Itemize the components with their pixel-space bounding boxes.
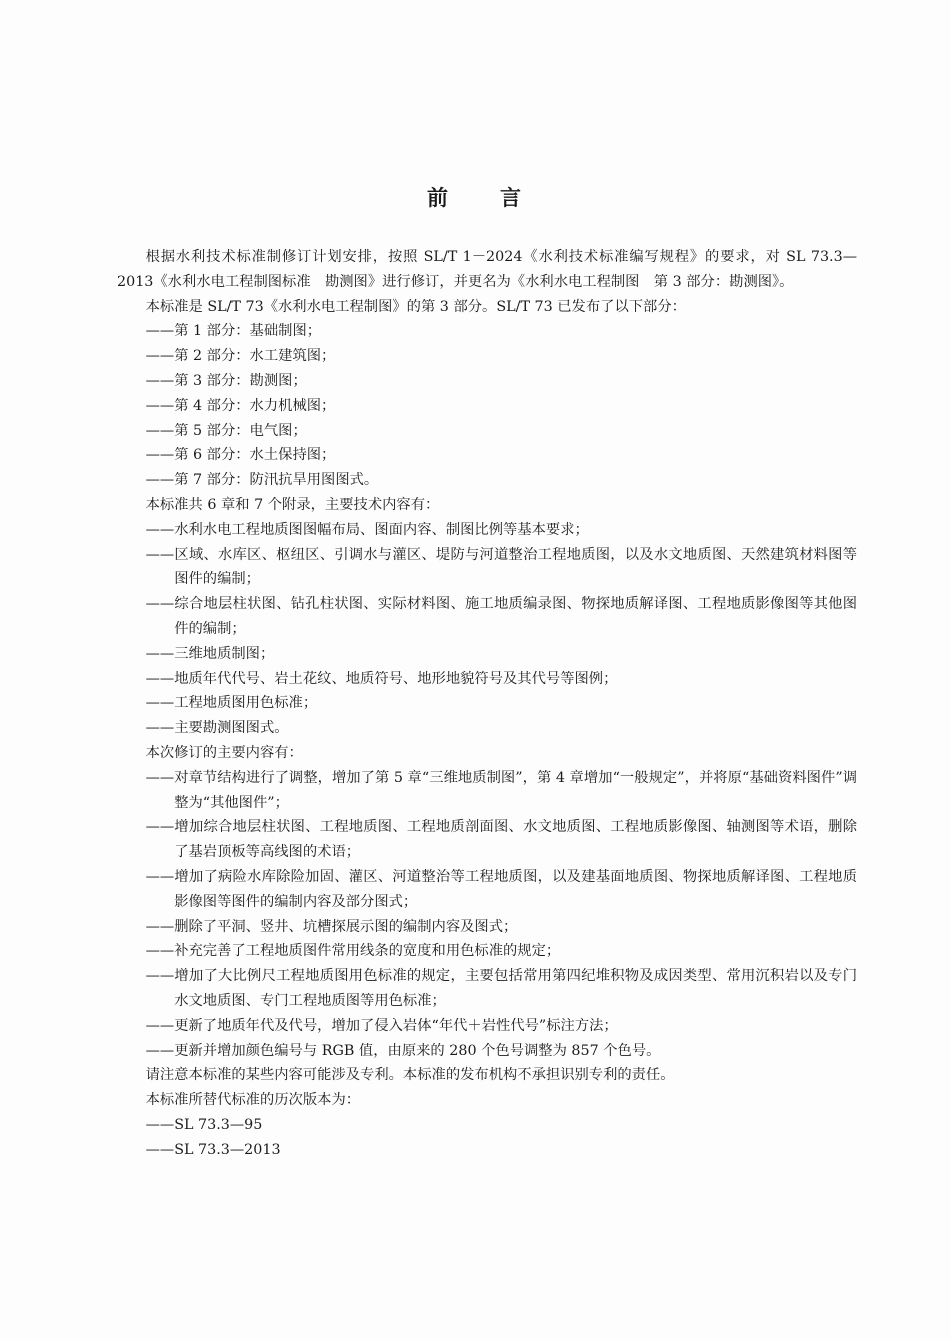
revision-item: ——更新并增加颜色编号与 RGB 值，由原来的 280 个色号调整为 857 个色号。	[145, 1042, 661, 1059]
parts-intro-paragraph: 本标准是 SL/T 73《水利水电工程制图》的第 3 部分。SL/T 73 已发布了以下部分：	[145, 298, 686, 315]
part-item: ——第 7 部分：防汛抗旱用图图式。	[145, 472, 379, 489]
main-content-item: ——水利水电工程地质图图幅布局、图面内容、制图比例等基本要求；	[145, 521, 589, 538]
revision-item: ——补充完善了工程地质图件常用线条的宽度和用色标准的规定；	[145, 943, 561, 960]
main-content-item: ——区域、水库区、枢纽区、引调水与灌区、堤防与河道整治工程地质图，以及水文地质图、天然建筑材料图等图件的编制；	[145, 546, 857, 588]
part-item: ——第 2 部分：水工建筑图；	[145, 348, 336, 365]
revision-item: ——增加了大比例尺工程地质图用色标准的规定，主要包括常用第四纪堆积物及成因类型、常用沉积岩以及专门水文地质图、专门工程地质图等用色标准；	[145, 968, 857, 1009]
part-item: ——第 4 部分：水力机械图；	[145, 397, 336, 414]
main-content-intro: 本标准共 6 章和 7 个附录，主要技术内容有：	[145, 496, 440, 513]
history-intro: 本标准所替代标准的历次版本为：	[145, 1092, 361, 1109]
revision-item: ——增加综合地层柱状图、工程地质图、工程地质剖面图、水文地质图、工程地质影像图、轴测图等术语，删除了基岩顶板等高线图的术语；	[145, 819, 857, 861]
page-title-char-2: 言	[500, 186, 523, 210]
part-item: ——第 1 部分：基础制图；	[145, 323, 322, 340]
revision-intro: 本次修订的主要内容有：	[145, 744, 303, 761]
main-content-item: ——三维地质制图；	[145, 645, 275, 662]
main-content-item: ——地质年代代号、岩土花纹、地质符号、地形地貌符号及其代号等图例；	[145, 670, 618, 687]
revision-item: ——对章节结构进行了调整，增加了第 5 章“三维地质制图”，第 4 章增加“一般规定”，并将原“基础资料图件”调整为“其他图件”；	[145, 769, 857, 811]
revision-item: ——增加了病险水库除险加固、灌区、河道整治等工程地质图，以及建基面地质图、物探地质解译图、工程地质影像图等图件的编制内容及部分图式；	[145, 868, 857, 910]
part-item: ——第 5 部分：电气图；	[145, 422, 307, 439]
page-title-char-1: 前	[427, 186, 450, 210]
patent-notice: 请注意本标准的某些内容可能涉及专利。本标准的发布机构不承担识别专利的责任。	[145, 1067, 675, 1084]
revision-item: ——删除了平洞、竖井、坑槽探展示图的编制内容及图式；	[145, 918, 518, 935]
revision-item: ——更新了地质年代及代号，增加了侵入岩体“年代＋岩性代号”标注方法；	[145, 1017, 618, 1034]
part-item: ——第 6 部分：水土保持图；	[145, 447, 336, 464]
main-content-item: ——工程地质图用色标准；	[145, 695, 318, 712]
history-item: ——SL 73.3—95	[145, 1116, 263, 1133]
foreword-body	[117, 245, 857, 1162]
part-item: ——第 3 部分：勘测图；	[145, 372, 307, 389]
intro-paragraph: 根据水利技术标准制修订计划安排，按照 SL/T 1－2024《水利技术标准编写规程》的要求，对 SL 73.3—2013《水利水电工程制图标准 勘测图》进行修订，并更名为《水利水电工程制图 第 3 部分：勘测图》。	[117, 249, 857, 290]
main-content-item: ——主要勘测图图式。	[145, 720, 289, 737]
history-item: ——SL 73.3—2013	[145, 1141, 281, 1158]
main-content-item: ——综合地层柱状图、钻孔柱状图、实际材料图、施工地质编录图、物探地质解译图、工程地质影像图等其他图件的编制；	[145, 596, 857, 637]
page-title	[0, 182, 950, 212]
